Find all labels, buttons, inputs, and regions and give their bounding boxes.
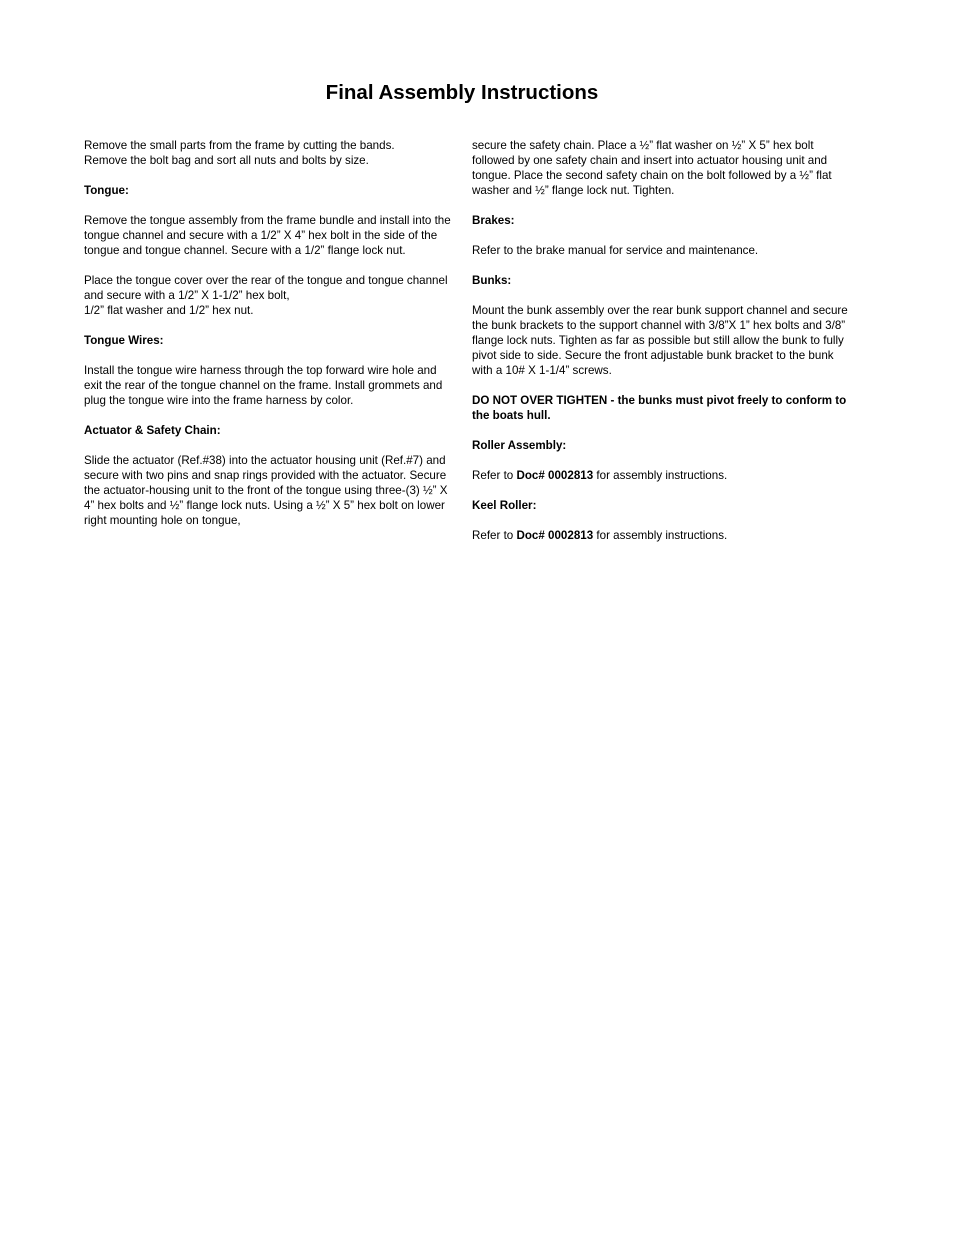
actuator-paragraph: Slide the actuator (Ref.#38) into the actuator housing unit (Ref.#7) and secure with two pins and snap rings provided with the actuator. Secure the actuator-housing unit to the front of the tongue using three-(3) ½” X 4” hex bolts and ½” flange lock nuts. Using a ½” X 5” hex bolt on lower right mounting hole on tongue, <box>84 454 448 527</box>
roller-prefix: Refer to <box>472 469 517 482</box>
roller-suffix: for assembly instructions. <box>593 469 728 482</box>
keel-roller-heading: Keel Roller: <box>472 499 537 512</box>
brakes-heading: Brakes: <box>472 214 515 227</box>
bunks-paragraph: Mount the bunk assembly over the rear bunk support channel and secure the bunk brackets to the support channel with 3/8”X 1” hex bolts and 3/8” flange lock nuts. Tighten as far as possible but still allow the bunk to fully pivot side to side. Secure the front adjustable bunk bracket to the bunk with a 10# X 1-1/4” screws. <box>472 304 848 377</box>
keel-prefix: Refer to <box>472 529 517 542</box>
tongue-paragraph-1: Remove the tongue assembly from the frame bundle and install into the tongue channel and secure with a 1/2” X 4” hex bolt in the side of the tongue and tongue channel. Secure with a 1/2” flange lock nut. <box>84 214 451 257</box>
tongue-heading: Tongue: <box>84 184 129 197</box>
tongue-wires-heading: Tongue Wires: <box>84 334 164 347</box>
keel-doc-reference: Doc# 0002813 <box>516 529 594 542</box>
bunks-heading: Bunks: <box>472 274 512 287</box>
roller-assembly-heading: Roller Assembly: <box>472 439 567 452</box>
page-title: Final Assembly Instructions <box>325 81 599 104</box>
actuator-continued-paragraph: secure the safety chain. Place a ½” flat washer on ½” X 5” hex bolt followed by one safety chain and insert into actuator housing unit and tongue. Place the second safety chain on the bolt followed by a ½” flat washer and ½” flange lock nut. Tighten. <box>472 139 832 197</box>
roller-assembly-paragraph <box>472 468 852 483</box>
tongue-wires-paragraph: Install the tongue wire harness through the top forward wire hole and exit the rear of the tongue channel on the frame. Install grommets and plug the tongue wire into the frame harness by color. <box>84 364 443 407</box>
intro-paragraph: Remove the small parts from the frame by cutting the bands. Remove the bolt bag and sort all nuts and bolts by size. <box>84 139 395 167</box>
roller-doc-reference: Doc# 0002813 <box>516 469 594 482</box>
brakes-paragraph: Refer to the brake manual for service and maintenance. <box>472 244 759 257</box>
keel-suffix: for assembly instructions. <box>593 529 728 542</box>
right-column <box>472 138 852 558</box>
bunks-warning: DO NOT OVER TIGHTEN - the bunks must pivot freely to conform to the boats hull. <box>472 394 847 422</box>
keel-roller-paragraph <box>472 528 852 543</box>
actuator-heading: Actuator & Safety Chain: <box>84 424 221 437</box>
left-column <box>84 138 456 543</box>
tongue-paragraph-2: Place the tongue cover over the rear of the tongue and tongue channel and secure with a 1/2” X 1-1/2” hex bolt, 1/2” flat washer and 1/2” hex nut. <box>84 274 448 317</box>
